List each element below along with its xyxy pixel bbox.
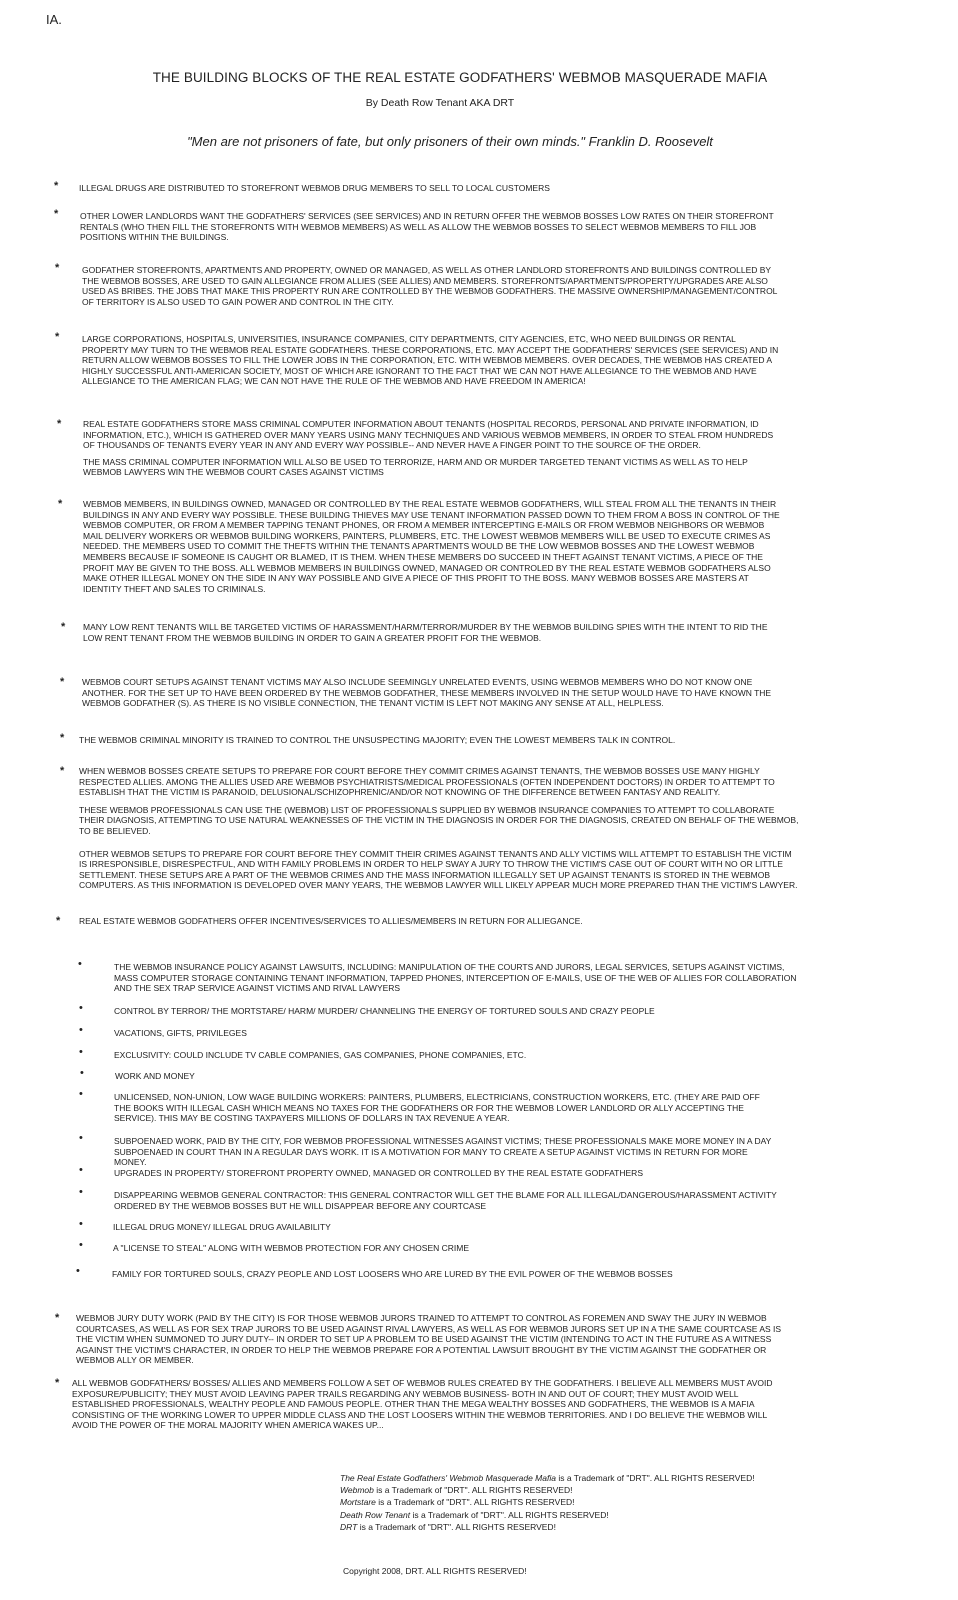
service-text: CONTROL BY TERROR/ THE MORTSTARE/ HARM/ MURDER/ CHANNELING THE ENERGY OF TORTURED SOULS AND CRAZY PEOPLE — [114, 1006, 655, 1016]
bullet-text: MANY LOW RENT TENANTS WILL BE TARGETED VICTIMS OF HARASSMENT/HARM/TERROR/MURDER BY THE WEBMOB BUILDING SPIES WITH THE INTENT TO RID THE LOW RENT TENANT FROM THE WEBMOB BUILDING IN ORDER TO GAIN A GREATER PROFIT FOR THE WEBMOB. — [83, 622, 768, 643]
bullet-text: WEBMOB MEMBERS, IN BUILDINGS OWNED, MANAGED OR CONTROLLED BY THE REAL ESTATE WEBMOB GODFATHERS, WILL STEAL FROM ALL THE TENANTS IN THEIR BUILDINGS IN ANY AND EVERY WAY POSSIBLE. THESE BUILDING THIEVES MAY USE TENANT INFORMATION PASSED DOWN TO THEM FROM A BOSS IN CONTROL OF THE WEBMOB COMPUTER, OR FROM A MEMBER TAPPING TENANT PHONES, OR FROM A MEMBER INTERCEPTING E-MAILS OR FROM WEBMOB NEIGHBORS OR WEBMOB MAIL DELIVERY WORKERS OR WEBMOB BUILDING WORKERS, PAINTERS, PLUMBERS, ETC. THE LOWEST WEBMOB MEMBERS WILL BE USED TO EXECUTE CRIMES AS NEEDED. THE MEMBERS USED TO COMMIT THE THEFTS WITHIN THE TENANTS APARTMENTS WOULD BE THE LOW WEBMOB BOSSES AND THE LOWEST WEBMOB MEMBERS BECAUSE IF SOMEONE IS CAUGHT OR BLAMED, IT IS THEM. WHEN THESE MEMBERS DO SUCCEED IN THEFT AGAINST TENANT VICTIMS, A PIECE OF THE PROFIT MAY BE GIVEN TO THE BOSS. ALL WEBMOB MEMBERS IN BUILDINGS OWNED, MANAGED OR CONTROLED BY THE REAL ESTATE WEBMOB GODFATHERS ALSO MAKE OTHER ILLEGAL MONEY ON THE SIDE IN ANY WAY POSSIBLE AND GIVE A PIECE OF THIS PROFIT TO THE BOSS. MANY WEBMOB BOSSES ARE MASTERS AT IDENTITY THEFT AND SALES TO CRIMINALS. — [83, 499, 780, 594]
trademark-notice: is a Trademark of "DRT". ALL RIGHTS RESERVED! — [555, 1473, 755, 1483]
trademark-notice: is a Trademark of "DRT". ALL RIGHTS RESERVED! — [357, 1521, 556, 1532]
bullet-marker: * — [55, 331, 60, 343]
sub-bullet-marker: • — [76, 1265, 80, 1277]
bullet-text: GODFATHER STOREFRONTS, APARTMENTS AND PROPERTY, OWNED OR MANAGED, AS WELL AS OTHER LANDLORD STOREFRONTS AND BUILDINGS CONTROLLED BY THE WEBMOB BOSSES, ARE USED TO GAIN ALLEGIANCE FROM ALLIES (SEE ALLIES) AND MEMBERS. STOREFRONTS/APARTMENTS/PROPERTY/UPGRADES ARE ALSO USED AS BRIBES. THE JOBS THAT MAKE THIS PROPERTY RUN ARE CONTROLLED BY THE WEBMOB GODFATHERS. THE MASSIVE OWNERSHIP/MANAGEMENT/CONTROL OF TERRITORY IS ALSO USED TO GAIN POWER AND CONTROL IN THE CITY. — [82, 265, 778, 307]
bullet-marker: * — [54, 180, 59, 192]
trademark-name: Death Row Tenant — [340, 1509, 411, 1520]
bullet-marker: * — [61, 621, 66, 633]
bullet-text: REAL ESTATE WEBMOB GODFATHERS OFFER INCENTIVES/SERVICES TO ALLIES/MEMBERS IN RETURN FOR ALLIEGANCE. — [79, 916, 583, 926]
trademark-notice: is a Trademark of "DRT". ALL RIGHTS RESERVED! — [410, 1509, 609, 1520]
service-text: UPGRADES IN PROPERTY/ STOREFRONT PROPERTY OWNED, MANAGED OR CONTROLLED BY THE REAL ESTATE GODFATHERS — [114, 1168, 643, 1178]
trademark-line — [340, 1472, 755, 1484]
service-text: THE WEBMOB INSURANCE POLICY AGAINST LAWSUITS, INCLUDING: MANIPULATION OF THE COURTS AND JURORS, LEGAL SERVICES, SETUPS AGAINST VICTIMS, MASS COMPUTER STORAGE CONTAINING TENANT INFORMATION, TAPPED PHONES, INTERCEPTION OF E-MAILS, USE OF THE WEB OF ALLIES FOR COLLABORATION AND THE SEX TRAP SERVICE AGAINST VICTIMS AND RIVAL LAWYERS — [114, 962, 797, 994]
quote — [0, 134, 800, 149]
bullet-text: OTHER LOWER LANDLORDS WANT THE GODFATHERS' SERVICES (SEE SERVICES) AND IN RETURN OFFER THE WEBMOB BOSSES LOW RATES ON THEIR STOREFRONT RENTALS (WHO THEN FILL THE STOREFRONTS WITH WEBMOB MEMBERS) AS WELL AS ALLOW THE WEBMOB BOSSES TO SELECT WEBMOB MEMBERS TO FILL JOB POSITIONS WITHIN THE BUILDINGS. — [80, 211, 774, 243]
trademark-line — [340, 1521, 755, 1533]
bullet-paragraph: THE MASS CRIMINAL COMPUTER INFORMATION WILL ALSO BE USED TO TERRORIZE, HARM AND OR MURDER TARGETED TENANT VICTIMS AS WELL AS TO HELP WEBMOB LAWYERS WIN THE WEBMOB COURT CASES AGAINST VICTIMS — [83, 456, 748, 478]
sub-bullet-marker: • — [79, 1024, 83, 1036]
trademark-name: Webmob — [340, 1485, 374, 1496]
byline-text: By Death Row Tenant AKA DRT — [365, 97, 515, 109]
sub-bullet-marker: • — [79, 1239, 83, 1251]
service-text: UNLICENSED, NON-UNION, LOW WAGE BUILDING WORKERS: PAINTERS, PLUMBERS, ELECTRICIANS, CONSTRUCTION WORKERS, ETC. (THEY ARE PAID OFF THE BOOKS WITH ILLEGAL CASH WHICH MEANS NO TAXES FOR THE GODFATHERS OR FOR THE WEBMOB LOWER LANDLORD OR ALLY ACCEPTING THE SERVICE). THIS MAY BE COSTING TAXPAYERS MILLIONS OF DOLLARS IN TAX REVENUE A YEAR. — [114, 1092, 760, 1124]
bullet-text: LARGE CORPORATIONS, HOSPITALS, UNIVERSITIES, INSURANCE COMPANIES, CITY DEPARTMENTS, CITY AGENCIES, ETC, WHO NEED BUILDINGS OR RENTAL PROPERTY MAY TURN TO THE WEBMOB REAL ESTATE GODFATHERS. THESE CORPORATIONS, ETC. MAY ACCEPT THE GODFATHERS' SERVICES (SEE SERVICES) AND IN RETURN ALLOW WEBMOB BOSSES TO FILL THE LOWER JOBS IN THE CORPORATION, ETC. WITH WEBMOB MEMBERS. OVER DECADES, THE WEBMOB HAS CREATED A HIGHLY SUCCESSFUL ANTI-AMERICAN SOCIETY, MOST OF WHICH ARE IGNORANT TO THE FACT THAT WE CAN NOT HAVE ALLEGIANCE TO THE WEBMOB AND HAVE ALLEGIANCE TO THE AMERICAN FLAG; WE CAN NOT HAVE THE RULE OF THE WEBMOB AND HAVE FREEDOM IN AMERICA! — [82, 334, 779, 387]
trademark-notice: is a Trademark of "DRT". ALL RIGHTS RESERVED! — [375, 1497, 575, 1508]
service-text: A "LICENSE TO STEAL" ALONG WITH WEBMOB PROTECTION FOR ANY CHOSEN CRIME — [113, 1243, 470, 1253]
bullet-text: ILLEGAL DRUGS ARE DISTRIBUTED TO STOREFRONT WEBMOB DRUG MEMBERS TO SELL TO LOCAL CUSTOMERS — [79, 183, 550, 193]
trademark-name: Mortstare — [340, 1497, 376, 1508]
trademark-name: DRT — [340, 1521, 358, 1532]
service-text: EXCLUSIVITY: COULD INCLUDE TV CABLE COMPANIES, GAS COMPANIES, PHONE COMPANIES, ETC. — [114, 1050, 527, 1060]
bullet-text: THE WEBMOB CRIMINAL MINORITY IS TRAINED TO CONTROL THE UNSUSPECTING MAJORITY; EVEN THE LOWEST MEMBERS TALK IN CONTROL. — [79, 735, 676, 745]
bullet-text: WEBMOB JURY DUTY WORK (PAID BY THE CITY) IS FOR THOSE WEBMOB JURORS TRAINED TO ATTEMPT TO CONTROL AS FOREMEN AND SWAY THE JURY IN WEBMOB COURTCASES, AS WELL AS FOR SEX TRAP JURORS TO BE USED AGAINST RIVAL LAWYERS, AS WELL AS FOR WEBMOB JURORS SET UP IN A THE SAME COURTCASE AS IS THE VICTIM WHEN SUMMONED TO JURY DUTY-- IN ORDER TO SET UP A PROBLEM TO BE USED AGAINST THE VICTIM (INTENDING TO ACT IN THE FUTURE AS A WITNESS AGAINST THE VICTIM'S CHARACTER, IN ORDER TO HELP THE WEBMOB PREPARE FOR A POTENTIAL LAWSUIT BROUGHT BY THE VICTIM AGAINST THE GODFATHER OR WEBMOB ALLY OR MEMBER. — [76, 1313, 782, 1366]
service-text: ILLEGAL DRUG MONEY/ ILLEGAL DRUG AVAILABILITY — [113, 1222, 331, 1232]
trademark-line — [340, 1509, 755, 1521]
bullet-marker: * — [54, 208, 59, 220]
bullet-text — [79, 766, 799, 891]
trademark-name: The Real Estate Godfathers' Webmob Masquerade Mafia — [340, 1473, 556, 1483]
bullet-marker: * — [55, 1377, 60, 1389]
bullet-marker: * — [60, 732, 65, 744]
bullet-text: ALL WEBMOB GODFATHERS/ BOSSES/ ALLIES AND MEMBERS FOLLOW A SET OF WEBMOB RULES CREATED BY THE GODFATHERS. I BELIEVE ALL MEMBERS MUST AVOID EXPOSURE/PUBLICITY; THEY MUST AVOID LEAVING PAPER TRAILS REGARDING ANY WEBMOB BUSINESS- BOTH IN AND OUT OF COURT; THEY MUST AVOID WELL ESTABLISHED PROFESSIONALS, WEALTHY PEOPLE AND FAMOUS PEOPLE. OTHER THAN THE MEGA WEALTHY BOSSES AND GODFATHERS, THE WEBMOB IS A MAFIA CONSISTING OF THE WORKING LOWER TO UPPER MIDDLE CLASS AND THE LOST LOOSERS WITHIN THE WEBMOB TERRITORIES. AND I DO BELIEVE THE WEBMOB WILL AVOID THE POWER OF THE MORAL MAJORITY WHEN AMERICA WAKES UP... — [72, 1378, 773, 1431]
page-label: IA. — [46, 12, 62, 27]
service-text: DISAPPEARING WEBMOB GENERAL CONTRACTOR: THIS GENERAL CONTRACTOR WILL GET THE BLAME FOR ALL ILLEGAL/DANGEROUS/HARASSMENT ACTIVITY ORDERED BY THE WEBMOB BOSSES BUT HE WILL DISAPPEAR BEFORE ANY COURTCASE — [114, 1190, 777, 1211]
sub-bullet-marker: • — [79, 1046, 83, 1058]
bullet-paragraph: WHEN WEBMOB BOSSES CREATE SETUPS TO PREPARE FOR COURT BEFORE THEY COMMIT CRIMES AGAINST TENANTS, THE WEBMOB BOSSES USE MANY HIGHLY RESPECTED ALLIES. AMONG THE ALLIES USED ARE WEBMOB PSYCHIATRISTS/MEDICAL PROFESSIONALS (OFTEN INDEPENDENT DOCTORS) IN ORDER TO ATTEMPT TO ESTABLISH THAT THE VICTIM IS PARANOID, DELUSIONAL/SCHIZOPHRENIC/AND/OR NOT KNOWING OF THE DIFFERENCE BETWEEN FANTASY AND REALITY. — [79, 766, 775, 798]
sub-bullet-marker: • — [79, 1186, 83, 1198]
sub-bullet-marker: • — [78, 958, 82, 970]
quote-text: "Men are not prisoners of fate, but only prisoners of their own minds." Franklin D. Roosevelt — [187, 134, 713, 149]
bullet-paragraph: THESE WEBMOB PROFESSIONALS CAN USE THE (WEBMOB) LIST OF PROFESSIONALS SUPPLIED BY WEBMOB INSURANCE COMPANIES TO ATTEMPT TO COLLABORATE THEIR DIAGNOSIS, ATTEMPTING TO USE NATURAL WEAKNESSES OF THE VICTIM IN THE DIAGNOSIS IN ORDER FOR THE DIAGNOSIS, CREATED ON BEHALF OF THE WEBMOB, TO BE BELIEVED. — [79, 804, 799, 836]
bullet-marker: * — [55, 1312, 60, 1324]
sub-bullet-marker: • — [79, 1132, 83, 1144]
bullet-text: WEBMOB COURT SETUPS AGAINST TENANT VICTIMS MAY ALSO INCLUDE SEEMINGLY UNRELATED EVENTS, USING WEBMOB MEMBERS WHO DO NOT KNOW ONE ANOTHER. FOR THE SET UP TO HAVE BEEN ORDERED BY THE WEBMOB GODFATHER, THESE MEMBERS INVOLVED IN THE SETUP WOULD HAVE TO HAVE KNOWN THE WEBMOB GODFATHER (S). AS THERE IS NO VISIBLE CONNECTION, THE TENANT VICTIM IS LEFT NOT MAKING ANY SENSE AT ALL, HELPLESS. — [82, 677, 772, 709]
sub-bullet-marker: • — [79, 1002, 83, 1014]
byline — [0, 97, 790, 109]
bullet-marker: * — [60, 676, 65, 688]
service-text: WORK AND MONEY — [115, 1071, 195, 1081]
bullet-marker: * — [60, 765, 65, 777]
bullet-paragraph: OTHER WEBMOB SETUPS TO PREPARE FOR COURT BEFORE THEY COMMIT THEIR CRIMES AGAINST TENANTS AND ALLY VICTIMS WILL ATTEMPT TO ESTABLISH THE VICTIM IS IRRESPONSIBLE, DISRESPECTFUL, AND WITH FAMILY PROBLEMS IN ORDER TO HELP SWAY A JURY TO THROW THE VICTIM'S CASE OUT OF COURT WITH NO OR LITTLE SETTLEMENT. THESE SETUPS ARE A PART OF THE WEBMOB CRIMES AND THE MASS INFORMATION ILLEGALLY SET UP AGAINST TENANTS IS STORED IN THE WEBMOB COMPUTERS. AS THIS INFORMATION IS DEVELOPED OVER MANY YEARS, THE WEBMOB LAWYER WILL LIKELY APPEAR MUCH MORE PREPARED THAN THE VICTIM'S LAWYER. — [79, 848, 798, 891]
service-text: FAMILY FOR TORTURED SOULS, CRAZY PEOPLE AND LOST LOOSERS WHO ARE LURED BY THE EVIL POWER OF THE WEBMOB BOSSES — [112, 1269, 673, 1279]
sub-bullet-marker: • — [80, 1067, 84, 1079]
bullet-marker: * — [56, 915, 61, 927]
sub-bullet-marker: • — [79, 1218, 83, 1230]
sub-bullet-marker: • — [79, 1164, 83, 1176]
document-title — [0, 70, 820, 85]
trademark-notice: is a Trademark of "DRT". ALL RIGHTS RESERVED! — [373, 1485, 573, 1496]
bullet-text — [83, 419, 783, 478]
service-text: SUBPOENAED WORK, PAID BY THE CITY, FOR WEBMOB PROFESSIONAL WITNESSES AGAINST VICTIMS; THESE PROFESSIONALS MAKE MORE MONEY IN A DAY SUBPOENAED IN COURT THAN IN A REGULAR DAYS WORK. IT IS A MOTIVATION FOR MANY TO CREATE A SETUP AGAINST VICTIMS IN RETURN FOR MORE MONEY. — [114, 1136, 772, 1168]
bullet-marker: * — [57, 418, 62, 430]
bullet-marker: * — [58, 498, 63, 510]
trademark-notices — [340, 1472, 755, 1533]
trademark-line — [340, 1484, 755, 1496]
sub-bullet-marker: • — [79, 1088, 83, 1100]
service-text: VACATIONS, GIFTS, PRIVILEGES — [114, 1028, 247, 1038]
title-text: THE BUILDING BLOCKS OF THE REAL ESTATE GODFATHERS' WEBMOB MASQUERADE MAFIA — [152, 70, 768, 85]
bullet-paragraph: REAL ESTATE GODFATHERS STORE MASS CRIMINAL COMPUTER INFORMATION ABOUT TENANTS (HOSPITAL RECORDS, PERSONAL AND PRIVATE INFORMATION, ID INFORMATION, ETC.), WHICH IS GATHERED OVER MANY YEARS USING MANY TECHNIQUES AND VARIOUS WEBMOB MEMBERS, IN ORDER TO STEAL FROM HUNDREDS OF THOUSANDS OF TENANTS EVERY YEAR IN ANY AND EVERY WAY POSSIBLE-- AND NEVER HAVE A FINGER POINT TO THE SOURCE OF THE ORDER. — [83, 419, 774, 451]
trademark-line — [340, 1496, 755, 1508]
copyright: Copyright 2008, DRT. ALL RIGHTS RESERVED! — [343, 1566, 527, 1576]
bullet-marker: * — [55, 262, 60, 274]
